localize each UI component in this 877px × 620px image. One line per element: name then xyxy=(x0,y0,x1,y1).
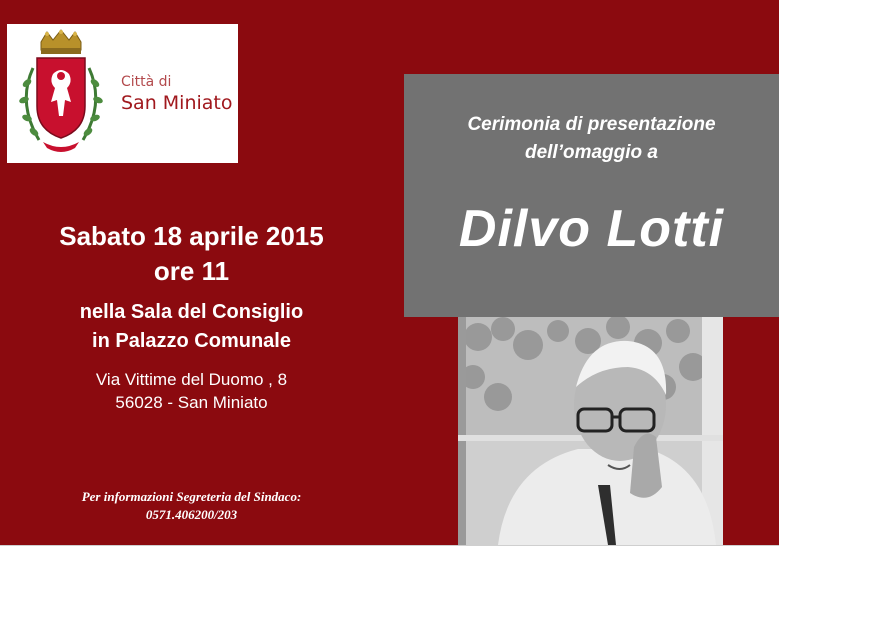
info-line-1: Per informazioni Segreteria del Sindaco: xyxy=(81,489,302,504)
title-panel xyxy=(404,74,779,317)
portrait-photo xyxy=(458,317,723,545)
event-date: Sabato 18 aprile 2015 xyxy=(59,221,324,251)
ceremony-title-line-2: dell’omaggio a xyxy=(524,142,659,163)
info-phone: 0571.406200/203 xyxy=(145,507,238,522)
coat-of-arms-icon xyxy=(13,28,109,158)
ceremony-title-line-1: Cerimonia di presentazione xyxy=(467,114,716,135)
event-time: ore 11 xyxy=(153,256,230,286)
city-logo xyxy=(7,24,238,163)
logo-line-2: San Miniato xyxy=(121,92,233,114)
portrait-photo-icon xyxy=(458,317,723,545)
address-line-1: Via Vittime del Duomo , 8 xyxy=(95,370,288,389)
logo-line-1: Città di xyxy=(121,74,172,90)
logo-text xyxy=(121,74,233,114)
honoree-name: Dilvo Lotti xyxy=(458,200,725,258)
venue-line-2: in Palazzo Comunale xyxy=(92,330,291,352)
address-line-2: 56028 - San Miniato xyxy=(115,393,268,412)
bottom-rule xyxy=(0,545,779,546)
venue-line-1: nella Sala del Consiglio xyxy=(79,301,304,323)
